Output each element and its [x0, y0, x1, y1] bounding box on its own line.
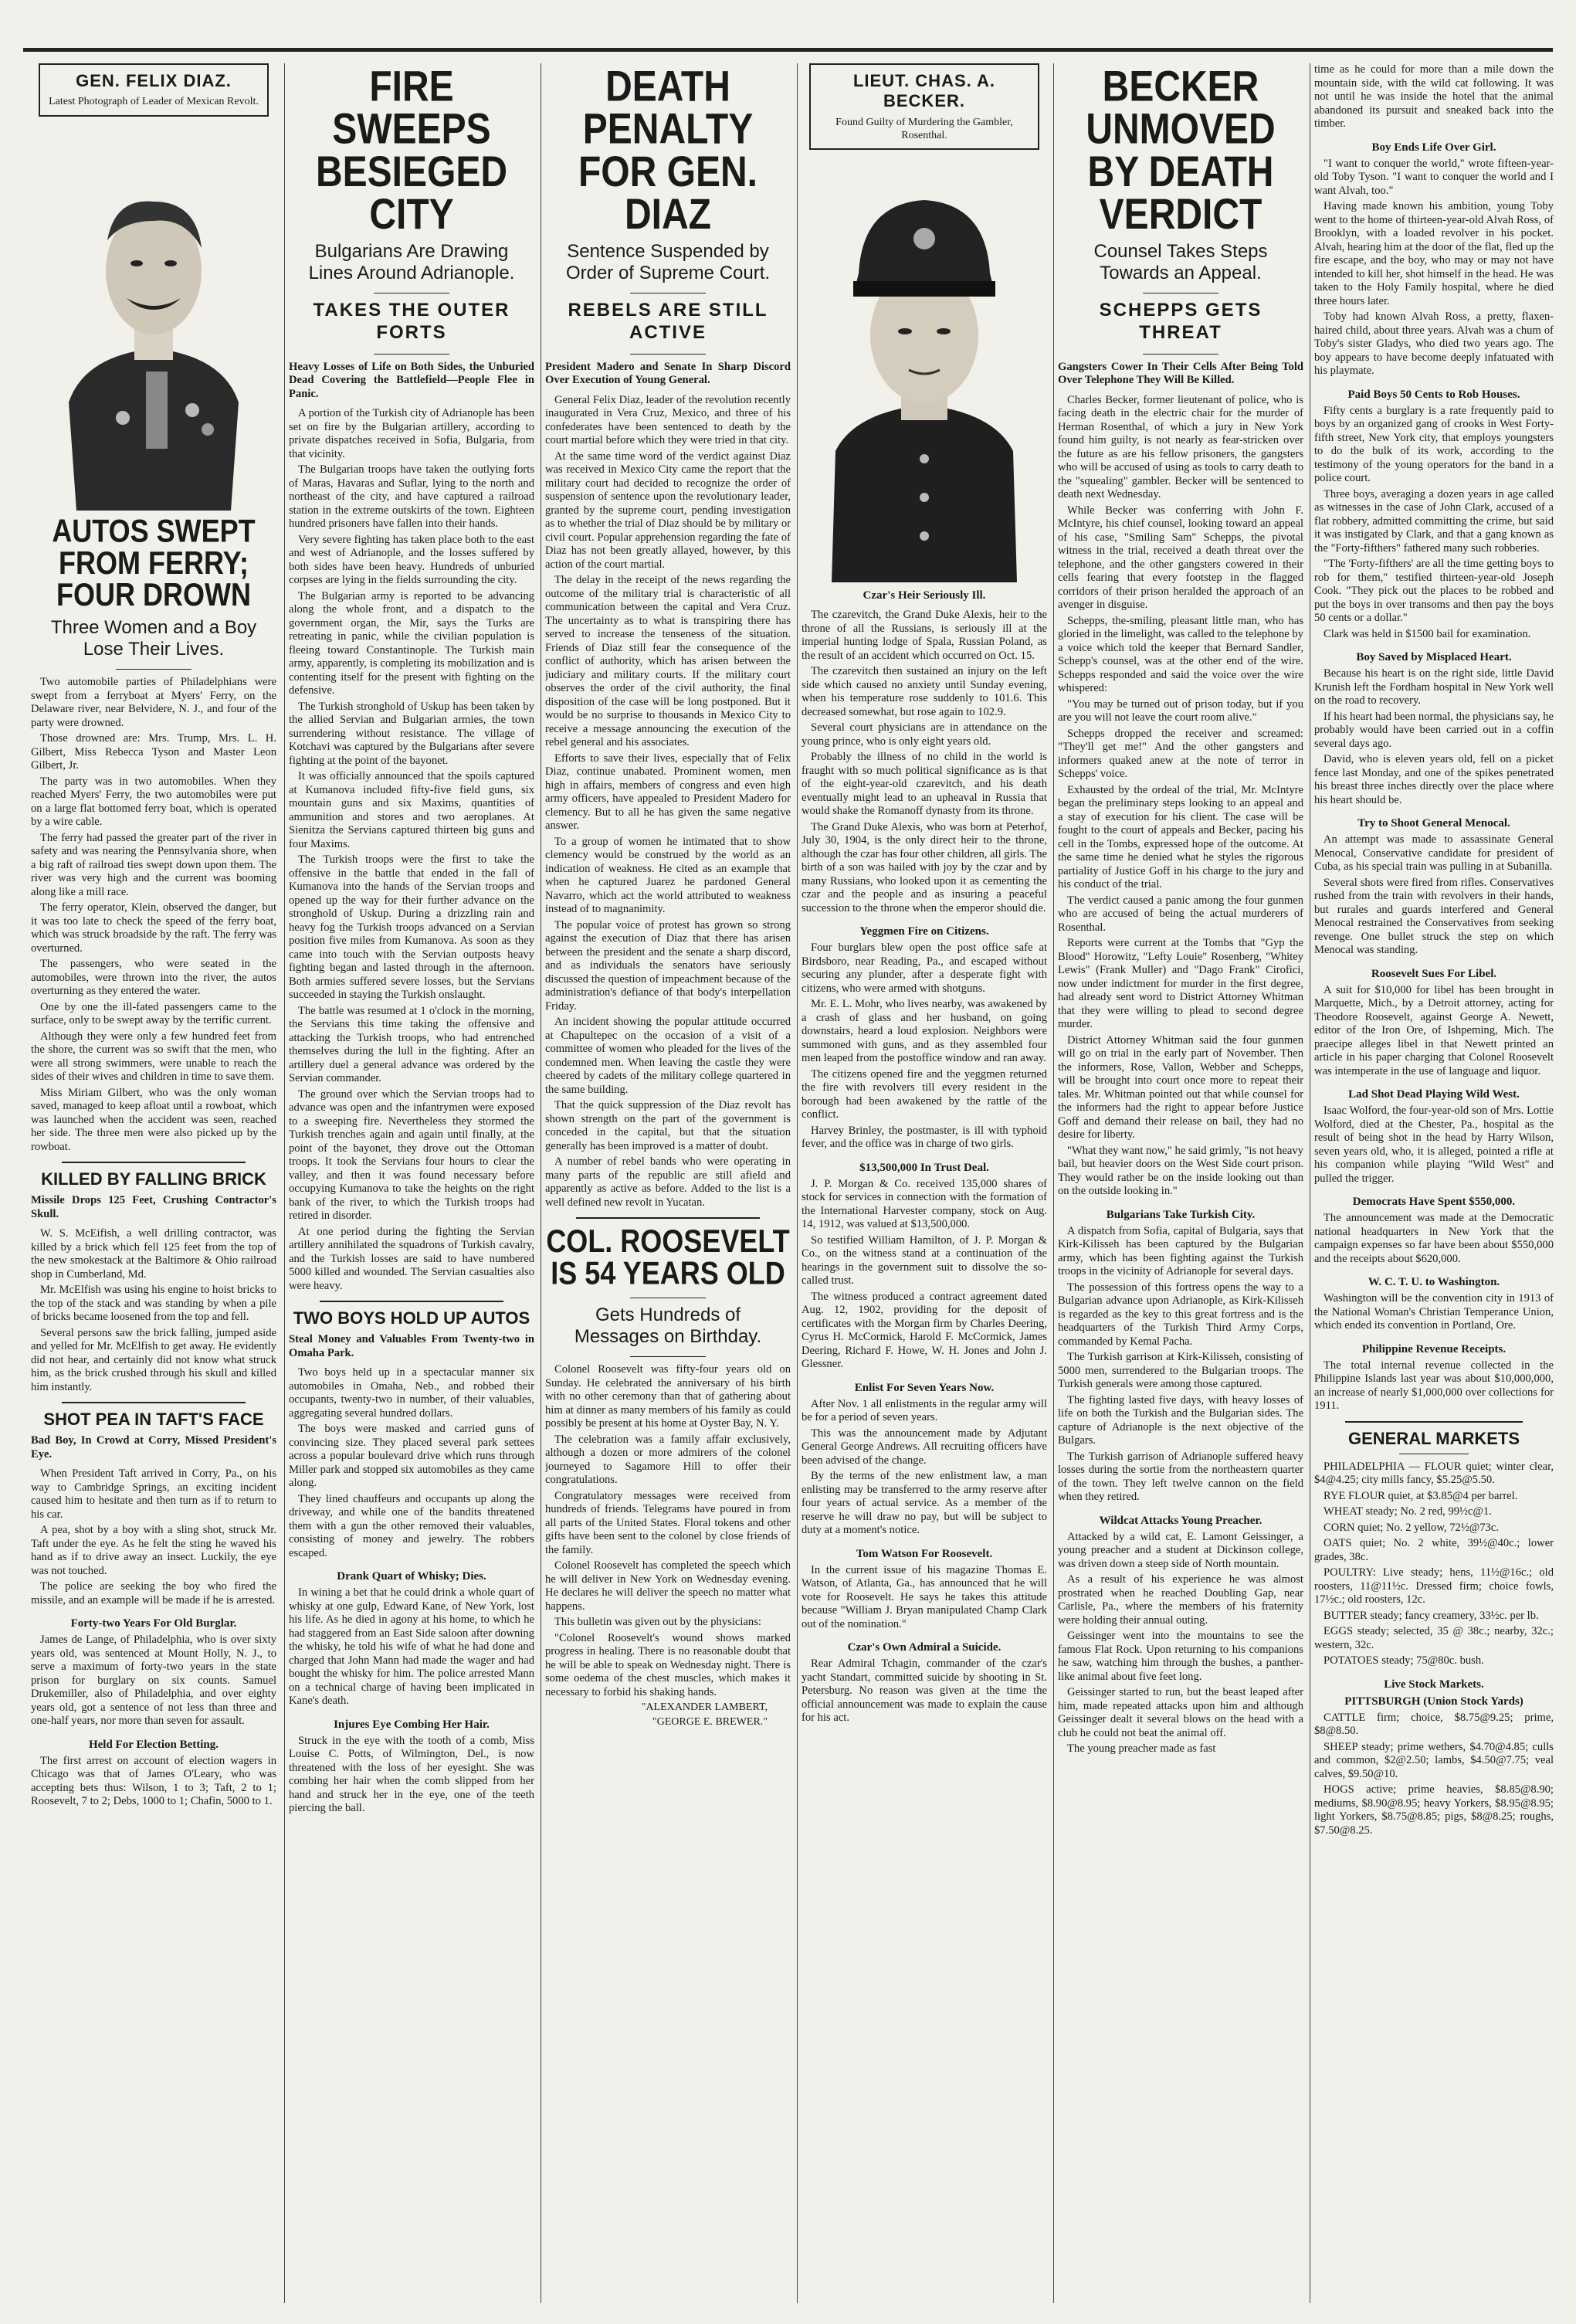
paragraph: Three boys, averaging a dozen years in age called as witnesses in the case of John Clark, accused of a flat robbery, admitted committing the crime, but said it was instigated by Clark, and that a gang known as the "Forty-fifthers" fathered many such robberies.: [1314, 487, 1554, 555]
paragraph: The party was in two automobiles. When they reached Myers' Ferry, the two automobiles were put on a large flat bottomed ferry boat, which is operated by a wire cable.: [31, 775, 276, 829]
paragraph: The celebration was a family affair exclusively, although a dozen or more admirers of the colonel journeyed to Sagamore Hill to offer their congratulations.: [545, 1433, 791, 1487]
paragraph: RYE FLOUR quiet, at $3.85@4 per barrel.: [1324, 1489, 1518, 1502]
subhead-taft: Bad Boy, In Crowd at Corry, Missed President's Eye.: [31, 1434, 276, 1461]
column-rule: [797, 63, 798, 2303]
box-subtitle: Found Guilty of Murdering the Gambler, Rosenthal.: [835, 116, 1013, 141]
headline-boys: TWO BOYS HOLD UP AUTOS: [293, 1308, 530, 1328]
paragraph: The announcement was made at the Democratic national headquarters in New York that the campaign expenses so far have been about $550,000 and the receipts about $620,000.: [1314, 1212, 1554, 1265]
paragraph: "You may be turned out of prison today, but if you are you will not leave the court room alive.": [1058, 697, 1303, 724]
headline-wildcat: Wildcat Attacks Young Preacher.: [1099, 1514, 1262, 1527]
paragraph: The verdict caused a panic among the four gunmen who are accused of being the actual murderers of Rosenthal.: [1058, 894, 1303, 934]
headline-watson: Tom Watson For Roosevelt.: [856, 1547, 993, 1560]
paragraph: POULTRY: Live steady; hens, 11½@16c.; old roosters, 11@11½c. Dressed firm; choice fowls, 17½c.; old roosters, 12c.: [1314, 1566, 1554, 1606]
paragraph: Reports were current at the Tombs that "Gyp the Blood" Horowitz, "Lefty Louie" Rosenberg, "Whitey Lewis" (Frank Muller) and "Dago Frank" Cirofici, now under indictment for murder in the first degree, had already sent word to District Attorney Whitman that they were willing to plead to second degree murder.: [1058, 937, 1303, 1031]
paragraph: Isaac Wolford, the four-year-old son of Mrs. Lottie Wolford, died at the Chester, Pa., hospital as the result of being shot in the head by Harry Wilson, seven years old, who, it is alleged, pointed a rifle at his companion while playing "Wild West" and pulled the trigger.: [1314, 1104, 1554, 1185]
paragraph: Congratulatory messages were received from hundreds of friends. Telegrams have poured in from all parts of the United States. Floral tokens and other gifts have been sent to the colonel by close friends of the family.: [545, 1489, 791, 1556]
headline-brick: KILLED BY FALLING BRICK: [41, 1169, 266, 1189]
paragraph: Several persons saw the brick falling, jumped aside and yelled for Mr. McElfish to get away. He evidently did not hear, and certainly did not know what struck him, as the brick crushed through his skull and killed him instantly.: [31, 1326, 276, 1393]
paragraph: Having made known his ambition, young Toby went to the home of thirteen-year-old Alvah Ross, of Brooklyn, with a loaded revolver in his pocket. Alvah, hearing him at the door of the flat, fled up the fire escape, and the boy, who may or may not have intended to kill her, shot himself in the head. He was taken to the Holy Family hospital, where he died three hours later.: [1314, 200, 1554, 307]
headline-burglar: Forty-two Years For Old Burglar.: [70, 1617, 237, 1630]
paragraph: Efforts to save their lives, especially that of Felix Diaz, continue unabated. Prominent women, men high in affairs, members of congress and even high army officers, have appealed to President Madero for clemency. But to all he has given the same negative answer.: [545, 751, 791, 833]
paragraph: Attacked by a wild cat, E. Lamont Geissinger, a young preacher and a student at Dickinson college, was driven down a steep side of North mountain.: [1058, 1530, 1303, 1570]
paragraph: Struck in the eye with the tooth of a comb, Miss Louise C. Potts, of Wilmington, Del., is now threatened with the loss of her eyesight. She was combing her hair when the comb slipped from her hand and struck her in the eye, one of the teeth piercing the ball.: [289, 1734, 534, 1815]
paragraph: PHILADELPHIA — FLOUR quiet; winter clear, $4@4.25; city mills fancy, $5.25@5.50.: [1314, 1460, 1554, 1486]
column-3: [545, 63, 791, 2303]
diaz-photo-box: [39, 63, 269, 117]
headline-fire: FIRE SWEEPS BESIEGED CITY: [315, 63, 508, 239]
paragraph: Washington will be the convention city in 1913 of the National Woman's Christian Temperance Union, which ended its convention in Portland, Ore.: [1314, 1292, 1554, 1332]
headline-diaz: DEATH PENALTY FOR GEN. DIAZ: [578, 63, 757, 239]
signature-line: "GEORGE E. BREWER.": [652, 1716, 768, 1729]
paragraph: Very severe fighting has taken place both to the east and west of Adrianople, and the losses suffered by both sides have been heavy. Hundreds of unburied corpses are lying in the fields surrounding the city.: [289, 533, 534, 587]
box-title: LIEUT. CHAS. A. BECKER.: [852, 71, 996, 111]
paragraph: WHEAT steady; No. 2 red, 99½c@1.: [1324, 1505, 1492, 1518]
paragraph: BUTTER steady; fancy creamery, 33½c. per lb.: [1324, 1609, 1539, 1622]
subhead-fire: Heavy Losses of Life on Both Sides, the Unburied Dead Covering the Battlefield—People Flee in Panic.: [289, 360, 534, 400]
headline-comb: Injures Eye Combing Her Hair.: [334, 1718, 490, 1731]
paragraph: Rear Admiral Tchagin, commander of the czar's yacht Standart, committed suicide by shooting in St. Petersburg. No reason was given at the time the official announcement was made to explain the cause for his act.: [802, 1657, 1047, 1725]
column-rule: [1053, 63, 1054, 2303]
deck-diaz: Sentence Suspended by Order of Supreme Court.: [565, 241, 771, 283]
paragraph: The total internal revenue collected in the Philippine Islands last year was about $10,000,000, an increase of nearly $1,000,000 over collections for 1911.: [1314, 1359, 1554, 1412]
divider: [630, 1356, 706, 1357]
column-5: [1058, 63, 1303, 2303]
paragraph: The Turkish garrison of Adrianople suffered heavy losses during the sortie from the northeastern quarter of the town. They left twelve cannon on the field when they retired.: [1058, 1450, 1303, 1504]
deck-fire: Bulgarians Are Drawing Lines Around Adrianople.: [308, 241, 515, 283]
column-rule: [284, 63, 285, 2303]
paragraph: The witness produced a contract agreement dated Aug. 12, 1902, providing for the deposit of certificates with the Morgan firm by Charles Deering, Cyrus H. McCormick, Harold F. McCormick, James Deering, Richard F. Howe, W. H. Jones and John J. Glessner.: [802, 1290, 1047, 1371]
deck-roosevelt: Gets Hundreds of Messages on Birthday.: [574, 1304, 762, 1347]
headline-menocal: Try to Shoot General Menocal.: [1357, 817, 1510, 830]
paragraph: Because his heart is on the right side, little David Krunish left the Fordham hospital in New York well on the road to recovery.: [1314, 667, 1554, 707]
paragraph: The Bulgarian army is reported to be advancing along the whole front, and a dispatch to the government organ, the Mir, says the Turks are retreating in panic, while the civilian population is fleeing toward Constantinople. The Turkish main army, apparently, is completing its mobilization and is contenting itself for the present with fighting on the defensive.: [289, 589, 534, 697]
deck2-becker: SCHEPPS GETS THREAT: [1099, 300, 1262, 343]
paragraph: The boys were masked and carried guns of convincing size. They placed several park settees across a popular boulevard drive which runs through Miller park and stopped six automobiles as they came along.: [289, 1423, 534, 1490]
paragraph: Fifty cents a burglary is a rate frequently paid to boys by an organized gang of crooks in West Forty-fifth street, New York city, that employs youngsters to do the bulk of its work, according to the testimony of the young operators for the band in a police court.: [1314, 404, 1554, 484]
headline-libel: Roosevelt Sues For Libel.: [1371, 967, 1497, 980]
paragraph: "I want to conquer the world," wrote fifteen-year-old Toby Tyson. "I want to conquer the world and I want Alvah, too.": [1314, 157, 1554, 197]
subhead-becker: Gangsters Cower In Their Cells After Being Told Over Telephone They Will Be Killed.: [1058, 360, 1303, 387]
paragraph: The Turkish troops were the first to take the offensive in the battle that ended in the fall of Kumanova into the hands of the Servian troops and opened up the way for their further advance on the stronghold of Uskup. During a drizzling rain and heavy fog the Turkish troops advanced on a Servian position five miles from Kumanova. As soon as they came into touch with the Servian outposts heavy fighting began and lasted through in the afternoon. Both armies suffered severe losses, but the Servians succeeded in staying the Turkish onslaught.: [289, 853, 534, 1002]
headline-50cents: Paid Boys 50 Cents to Rob Houses.: [1347, 388, 1520, 401]
paragraph: time as he could for more than a mile down the mountain side, with the wild cat following. It was not until he was inside the hotel that the animal abandoned its pursuit and sneaked back into the timber.: [1314, 63, 1554, 130]
paragraph: This was the announcement made by Adjutant General George Andrews. All recruiting officers have been advised of the change.: [802, 1427, 1047, 1467]
paragraph: Geissinger went into the mountains to see the famous Flat Rock. Upon returning to his companions he saw, watching him through the bushes, a panther-like animal about five feet long.: [1058, 1630, 1303, 1683]
column-2: [289, 63, 534, 2303]
paragraph: One by one the ill-fated passengers came to the surface, only to be swept away by the terrific current.: [31, 1000, 276, 1027]
paragraph: An incident showing the popular attitude occurred at Chapultepec on the occasion of a visit of a committee of women who pleaded for the lives of the condemned men. When leaving the castle they were cheered by cadets of the military college quartered in the same building.: [545, 1016, 791, 1096]
headline-toby: Boy Ends Life Over Girl.: [1371, 141, 1496, 154]
paragraph: CORN quiet; No. 2 yellow, 72½@73c.: [1324, 1521, 1499, 1534]
paragraph: OATS quiet; No. 2 white, 39½@40c.; lower grades, 38c.: [1314, 1537, 1554, 1563]
paragraph: The popular voice of protest has grown so strong against the execution of Diaz that there has arisen between the president and the senate a sharp discord, and as individuals the senators have seriously discussed the question of impeachment because of the administration's defiance of that body's interpellation Friday.: [545, 918, 791, 1013]
paragraph: General Felix Diaz, leader of the revolution recently inaugurated in Vera Cruz, Mexico, and three of his confederates have been sentenced to death by the court martial before which they were tried in that city.: [545, 393, 791, 447]
paragraph: An attempt was made to assassinate General Menocal, Conservative candidate for president of Cuba, as his special train was pulling in at Subanilla.: [1314, 833, 1554, 873]
divider: [62, 1162, 246, 1163]
paragraph: Two automobile parties of Philadelphians were swept from a ferryboat at Myers' Ferry, on the Delaware river, near Belvidere, N. J., and four of the party were drowned.: [31, 676, 276, 729]
paragraph: District Attorney Whitman said the four gunmen will go on trial in the early part of November. Then the informers, Rose, Vallon, Webber and Schepps, will be brought into court once more to repeat their tales. Mr. Whitman pointed out that while counsel for the informers had the right to appear before Justice Goff and demand their release on bail, they had no desire for liberty.: [1058, 1033, 1303, 1142]
column-6: [1314, 63, 1554, 2303]
headline-becker: BECKER UNMOVED BY DEATH VERDICT: [1086, 63, 1276, 239]
paragraph: Schepps, the-smiling, pleasant little man, who has gloried in the limelight, was called to the telephone by a voice which told the keeper that Bernard Sandler, Schepp's counsel, was at the other end of the wire. Schepps responded and said the voice over the wire whispered:: [1058, 614, 1303, 695]
paragraph: A pea, shot by a boy with a sling shot, struck Mr. Taft under the eye. As he felt the sting he waved his hand as if to drive away an insect. Luckily, the eye was not touched.: [31, 1524, 276, 1577]
paragraph: CATTLE firm; choice, $8.75@9.25; prime, $8@8.50.: [1314, 1711, 1554, 1737]
headline-markets: GENERAL MARKETS: [1347, 1428, 1520, 1448]
paragraph: SHEEP steady; prime wethers, $4.70@4.85; culls and common, $2@2.50; lambs, $4.50@7.75; veal calves, $9.50@10.: [1314, 1740, 1554, 1780]
paragraph: The ground over which the Servian troops had to advance was open and the infantrymen were exposed to a sweeping fire. Nevertheless they stormed the Turkish trenches again and again until finally, at the point of the bayonet, they drove out the Ottoman troops. It took the Servians four hours to clear the valley, and then it was found necessary before occupying Kumanova to take the heights on the right bank of the river, to which the Turkish troops had retired in disorder.: [289, 1087, 534, 1223]
headline-wctu: W. C. T. U. to Washington.: [1368, 1276, 1500, 1288]
paragraph: W. S. McEifish, a well drilling contractor, was killed by a brick which fell 125 feet from the top of the new smokestack at the Baltimore & Ohio railroad shop in Cumberland, Md.: [31, 1227, 276, 1281]
headline-yeggmen: Yeggmen Fire on Citizens.: [859, 925, 989, 938]
paragraph: After Nov. 1 all enlistments in the regular army will be for a period of seven years.: [802, 1397, 1047, 1424]
subhead-brick: Missile Drops 125 Feet, Crushing Contractor's Skull.: [31, 1194, 276, 1220]
paragraph: In wining a bet that he could drink a whole quart of whisky at one gulp, Edward Kane, of New York, lost his life. As he died in agony at his home, to which he had staggered from an East Side saloon after downing the whisky, he told his wife of what he had done and charged that John Mann had made the wager and had bought the whisky for him. The police arrested Mann on a technical charge of having been implicated in Kane's death.: [289, 1586, 534, 1708]
paragraph: The Turkish garrison at Kirk-Kilisseh, consisting of 5000 men, surrendered to the Bulgarian troops. The Turkish generals were among those captured.: [1058, 1351, 1303, 1391]
paragraph: J. P. Morgan & Co. received 135,000 shares of stock for services in connection with the formation of the International Harvester company, stock on Aug. 14, 1912, was valued at $13,500,000.: [802, 1177, 1047, 1231]
paragraph: David, who is eleven years old, fell on a picket fence last Monday, and one of the spikes penetrated his breast three inches directly over the place where his heart should be.: [1314, 753, 1554, 806]
paragraph: The Bulgarian troops have taken the outlying forts of Maras, Havaras and Suflar, lying to the north and northeast of the city, and have captured a railroad station in the extreme outskirts of the town. Eighteen hundred prisoners have fallen into their hands.: [289, 463, 534, 531]
paragraph: Mr. E. L. Mohr, who lives nearby, was awakened by a crash of glass and her husband, on going downstairs, heard a loud explosion. Neighbors were summoned with guns, and as they assembled four men leaped from the postoffice window and ran away.: [802, 998, 1047, 1065]
paragraph: Mr. McElfish was using his engine to hoist bricks to the top of the stack and was standing by when a pile of bricks became loosened from the top and fell.: [31, 1284, 276, 1324]
paragraph: The possession of this fortress opens the way to a Bulgarian advance upon Adrianople, as Kirk-Kilisseh is regarded as the key to this great fortress and is the headquarters of the Turkish Third Army Corps, commanded by Kemal Pacha.: [1058, 1281, 1303, 1348]
paragraph: The czarevitch then sustained an injury on the left side which caused no anxiety until Sunday evening, when his temperature rose suddenly to 101.6. This decreased somewhat, but rose again to 102.9.: [802, 665, 1047, 718]
headline-roosevelt: COL. ROOSEVELT IS 54 YEARS OLD: [546, 1223, 790, 1291]
signature-line: "ALEXANDER LAMBERT,: [641, 1701, 768, 1714]
divider: [62, 1402, 246, 1403]
paragraph: The fighting lasted five days, with heavy losses of life on both the Turkish and the Bulgarian sides. The capture of Adrianople is the next objective of the Bulgars.: [1058, 1393, 1303, 1447]
paragraph: At the same time word of the verdict against Diaz was received in Mexico City came the report that the military court had decided to recognize the order of suspension of sentence upon the revolutionary leader, granted by the supreme court, pending investigation as to whether the trial of Diaz should be by military or civil court. Popular apprehension regarding the fate of Diaz has not been greatly allayed, however, by this action of the court martial.: [545, 450, 791, 571]
paragraph: By the terms of the new enlistment law, a man enlisting may be transferred to the army reserve after four years of actual service. As a member of the reserve he will draw no pay, but will be subject to duty at a moment's notice.: [802, 1470, 1047, 1537]
headline-autos: AUTOS SWEPT FROM FERRY; FOUR DROWN: [52, 512, 256, 613]
paragraph: The police are seeking the boy who fired the missile, and an example will be made if he is arrested.: [31, 1580, 276, 1606]
headline-admiral: Czar's Own Admiral a Suicide.: [847, 1641, 1002, 1654]
paragraph: The Grand Duke Alexis, who was born at Peterhof, July 30, 1904, is the only direct heir to the throne, although the czar has four other children, all girls. The birth of a son was hailed with joy by the czar and by many Russians, who looked upon it as cementing the czar and the people and as insuring a peaceful succession to the throne when the emperor should die.: [802, 820, 1047, 914]
paragraph: A suit for $10,000 for libel has been brought in Marquette, Mich., by a Detroit attorney, acting for Theodore Roosevelt, against George A. Newett, editor of the Iron Ore, of Ishpeming, Mich. The praecipe alleges libel in that Newett printed an article in his paper charging that Colonel Roosevelt was intemperate in the use of language and liquor.: [1314, 983, 1554, 1077]
paragraph: Although they were only a few hundred feet from the shore, the current was so swift that the men, who were all strong swimmers, were unable to reach the sides of their wives and children in time to save them.: [31, 1030, 276, 1084]
divider: [1345, 1421, 1523, 1423]
paragraph: Charles Becker, former lieutenant of police, who is facing death in the electric chair for the murder of Herman Rosenthal, of which a jury in New York found him guilty, is not nearly as fear-stricken over the future as are his fellow prisoners, the gangsters who will be accused of using as tools to carry death to the "squealing" gambler. Becker will be sentenced to death next Wednesday.: [1058, 393, 1303, 501]
paragraph: James de Lange, of Philadelphia, who is over sixty years old, was sentenced at Mount Holly, N. J., to serve a maximum of forty-two years in the state prison for burglary on six counts. Samuel Drukemiller, also of Philadelphia, and over eighty years old, got a sentence of not less than three and one-half years, nor more than seven for assault.: [31, 1634, 276, 1728]
paragraph: That the quick suppression of the Diaz revolt has shown strength on the part of the government is conceded in the capital, but that the situation generally has been improved is a matter of doubt.: [545, 1099, 791, 1152]
divider: [116, 669, 191, 670]
czar-heir-headline: Czar's Heir Seriously Ill.: [863, 589, 986, 602]
paragraph: The passengers, who were seated in the automobiles, were thrown into the river, the autos overturning as they entered the water.: [31, 958, 276, 998]
paragraph: The ferry had passed the greater part of the river in safety and was nearing the Pennsylvania shore, when a big raft of railroad ties swept down upon them. The river was very high and the current was booming along like a mill race.: [31, 831, 276, 898]
paragraph: A dispatch from Sofia, capital of Bulgaria, says that Kirk-Kilisseh has been captured by the Bulgarian army, which has been fighting against the Turkish troops in the vicinity of Adrianople for several days.: [1058, 1224, 1303, 1278]
headline-enlist: Enlist For Seven Years Now.: [854, 1381, 995, 1394]
paragraph: When President Taft arrived in Corry, Pa., on his way to Cambridge Springs, an exciting incident caused him to hesitate and then turn as if to return to his car.: [31, 1467, 276, 1521]
paragraph: EGGS steady; selected, 35 @ 38c.; nearby, 32c.; western, 32c.: [1314, 1625, 1554, 1651]
paragraph: It was officially announced that the spoils captured at Kumanova included fifty-five field guns, six mountain guns and six Maxims, quantities of ammunition and stores and two aeroplanes. At Sienitza the Servians captured thirteen big guns and four Maxims.: [289, 770, 534, 850]
paragraph: A number of rebel bands who were operating in many parts of the republic are still afield and apparently as active as before. Added to the list is a well defined new revolt in Yucatan.: [545, 1155, 791, 1209]
paragraph: Four burglars blew open the post office safe at Birdsboro, near Reading, Pa., and escaped without securing any plunder, after a desperate fight with citizens, who were armed with shotguns.: [802, 941, 1047, 995]
paragraph: A portion of the Turkish city of Adrianople has been set on fire by the Bulgarian artillery, according to private dispatches received in Sofia, Bulgaria, from that vicinity.: [289, 407, 534, 460]
paragraph: Two boys held up in a spectacular manner six automobiles in Omaha, Neb., and robbed their occupants, twenty-two in number, of their valuables, aggregating several hundred dollars.: [289, 1366, 534, 1420]
headline-heart: Boy Saved by Misplaced Heart.: [1356, 651, 1512, 663]
divider: [576, 1217, 760, 1219]
diaz-portrait-image: [53, 124, 254, 511]
paragraph: Several shots were fired from rifles. Conservatives rushed from the train with revolvers in their hands, but rurales and guards interfered and General Menocal restrained the Conservatives from seeking revenge. One bullet struck the step on which Menocal was standing.: [1314, 876, 1554, 956]
column-4: [802, 63, 1047, 2303]
paragraph: "Colonel Roosevelt's wound shows marked progress in healing. There is no reasonable doubt that he will be able to speak on Wednesday night. There is some oedema of the chest muscles, which makes it necessary to forbid his shaking hands.: [545, 1631, 791, 1698]
paragraph: Exhausted by the ordeal of the trial, Mr. McIntyre began the preliminary steps looking to an appeal and a stay of execution for his client. The case will be fought to the court of appeals and Becker, pacing his cell in the Tombs, expressed hope of the outcome. At the same time he denied what he styles the rigorous partiality of Justice Goff in his charge to the jury and his conduct of the trial.: [1058, 783, 1303, 891]
paragraph: The ferry operator, Klein, observed the danger, but it was too late to check the speed of the ferry boat, which was struck broadside by the raft. The ferry was overturned.: [31, 901, 276, 955]
paragraph: Geissinger started to run, but the beast leaped after him, made repeated attacks upon him and although Geissinger dealt it several blows on the head with a club he could not beat the animal off.: [1058, 1686, 1303, 1739]
divider: [320, 1301, 503, 1302]
headline-democrats: Democrats Have Spent $550,000.: [1352, 1196, 1516, 1208]
subhead-pittsburgh: PITTSBURGH (Union Stock Yards): [1344, 1695, 1523, 1708]
paragraph: POTATOES steady; 75@80c. bush.: [1324, 1654, 1484, 1667]
divider: [1143, 354, 1218, 355]
deck-becker: Counsel Takes Steps Towards an Appeal.: [1093, 241, 1268, 283]
paragraph: The czarevitch, the Grand Duke Alexis, heir to the throne of all the Russians, is seriously ill at the imperial hunting lodge of Spala, Russian Poland, as the result of an accident which occurred on Oct. 15.: [802, 609, 1047, 662]
deck-autos: Three Women and a Boy Lose Their Lives.: [50, 617, 257, 660]
paragraph: HOGS active; prime heavies, $8.85@8.90; mediums, $8.90@8.95; heavy Yorkers, $8.95@8.95; light Yorkers, $8.75@8.85; pigs, $8@8.25; roughs, $7.50@8.25.: [1314, 1783, 1554, 1837]
paragraph: The citizens opened fire and the yeggmen returned the fire with revolvers till every resident in the borough had been awakened by the rattle of the conflict.: [802, 1067, 1047, 1121]
headline-betting: Held For Election Betting.: [88, 1738, 219, 1751]
headline-whisky: Drank Quart of Whisky; Dies.: [337, 1570, 486, 1583]
headline-trust: $13,500,000 In Trust Deal.: [859, 1161, 989, 1174]
paragraph: "What they want now," he said grimly, "is not heavy bail, but heavier doors on the West Side court prison. They would rather be on the inside looking out than on the outside looking in.": [1058, 1144, 1303, 1198]
paragraph: Miss Miriam Gilbert, who was the only woman saved, managed to keep afloat until a rowboat, which was launched when the accident was seen, reached her side. The three men were also picked up by the rowboat.: [31, 1086, 276, 1153]
paragraph: Schepps dropped the receiver and screamed: "They'll get me!" And the other gangsters and informers quaked anew at the note of terror in Schepps' voice.: [1058, 727, 1303, 781]
box-subtitle: Latest Photograph of Leader of Mexican Revolt.: [49, 96, 259, 108]
headline-bulgarians: Bulgarians Take Turkish City.: [1106, 1208, 1256, 1221]
paragraph: To a group of women he intimated that to show clemency would be construed by the world as an indication of weakness. He cited as an example that when he captured Juarez he pardoned General Navarro, which act the world attributed to weakness instead of to magnanimity.: [545, 835, 791, 916]
top-rule: [23, 48, 1553, 52]
paragraph: The Turkish stronghold of Uskup has been taken by the allied Servian and Bulgarian armies, the town surrendering without resistance. The village of Kotchavi was captured by the Bulgarians after severe fighting at the point of the bayonet.: [289, 700, 534, 767]
subhead-boys: Steal Money and Valuables From Twenty-two in Omaha Park.: [289, 1333, 534, 1359]
paragraph: Harvey Brinley, the postmaster, is ill with typhoid fever, and the office was in charge of two girls.: [802, 1124, 1047, 1151]
paragraph: As a result of his experience he was almost prostrated when he reached Doubling Gap, near Carlisle, Pa., where the members of his fraternity were holding their annual outing.: [1058, 1573, 1303, 1627]
headline-taft: SHOT PEA IN TAFT'S FACE: [43, 1410, 264, 1430]
paragraph: The first arrest on account of election wagers in Chicago was that of James O'Leary, who was accepting bets thus: Wilson, 1 to 3; Taft, 2 to 1; Roosevelt, 7 to 2; Debs, 1000 to 1; Chafin, 5000 to 1.: [31, 1754, 276, 1808]
paragraph: The delay in the receipt of the news regarding the outcome of the military trial is characteristic of all communication between the capital and Vera Cruz. The uncertainty as to what is transpiring there has served to increase the tenseness of the situation. Friends of Diaz still fear the consequence of the conflict of authority, which has arisen between the judiciary and military courts. If the military court observes the order of the civil authority, the final disposition of the case will be long postponed. But it would be no surprise to thousands in Mexico City to receive a message announcing the execution of the rebel general and his associates.: [545, 574, 791, 749]
paragraph: The young preacher made as fast: [1067, 1742, 1216, 1756]
paragraph: Colonel Roosevelt was fifty-four years old on Sunday. He celebrated the anniversary of his birth with no other ceremony than that of gathering about him at dinner as many members of his family as could possibly be present at his home at Oyster Bay, N. Y.: [545, 1363, 791, 1430]
paragraph: In the current issue of his magazine Thomas E. Watson, of Atlanta, Ga., has announced that he will vote for Roosevelt. He says he takes this attitude because "William J. Bryan manipulated Champ Clark out of the nomination.": [802, 1563, 1047, 1630]
divider: [630, 354, 706, 355]
paragraph: This bulletin was given out by the physicians:: [554, 1616, 761, 1629]
paragraph: Probably the illness of no child in the world is fraught with so much political significance as is that of the eight-year-old czarevitch, and his death eventually might lead to an upheaval in Russia that would shake the Romanoff dynasty from its throne.: [802, 751, 1047, 818]
subhead-diaz: President Madero and Senate In Sharp Discord Over Execution of Young General.: [545, 360, 791, 387]
paragraph: So testified William Hamilton, of J. P. Morgan & Co., on the witness stand at a continuation of the hearings in the government suit to dissolve the so-called trust.: [802, 1233, 1047, 1288]
paragraph: If his heart had been normal, the physicians say, he probably would have been carried out in a coffin several days ago.: [1314, 710, 1554, 750]
paragraph: The battle was resumed at 1 o'clock in the morning, the Servians this time taking the offensive and attacking the Turkish troops, who had entrenched themselves during the lull in the fighting. After an artillery duel a general advance was ordered by the Servian commander.: [289, 1004, 534, 1085]
headline-philippine: Philippine Revenue Receipts.: [1361, 1342, 1507, 1355]
headline-livestock: Live Stock Markets.: [1384, 1678, 1484, 1691]
becker-portrait-image: [816, 158, 1032, 582]
paragraph: Those drowned are: Mrs. Trump, Mrs. L. H. Gilbert, Miss Rebecca Tyson and Master Leon Gilbert, Jr.: [31, 732, 276, 772]
deck2-fire: TAKES THE OUTER FORTS: [313, 300, 510, 343]
headline-wildwest: Lad Shot Dead Playing Wild West.: [1348, 1088, 1520, 1101]
paragraph: "The 'Forty-fifthers' are all the time getting boys to rob for them," testified thirteen-year-old Joseph Cook. "They pick out the places to be robbed and put the boys in over transoms and then pay the boys 50 cents or a dollar.": [1314, 558, 1554, 624]
box-title: GEN. FELIX DIAZ.: [76, 71, 232, 90]
paragraph: Colonel Roosevelt has completed the speech which he will deliver in New York on Wednesday evening. He declares he will deliver the speech no matter what happens.: [545, 1559, 791, 1613]
becker-photo-box: [809, 63, 1039, 150]
paragraph: Clark was held in $1500 bail for examination.: [1324, 627, 1531, 640]
paragraph: While Becker was conferring with John F. McIntyre, his chief counsel, looking toward an appeal of his case, "Smiling Sam" Schepps, the pivotal witness in the trial, received a death threat over the telephone, and the other gangsters cowered in their cells fearing that every footstep in the flagged corridors of their prison heralded the approach of an avenger in disguise.: [1058, 504, 1303, 612]
deck2-diaz: REBELS ARE STILL ACTIVE: [568, 300, 768, 343]
divider: [374, 354, 449, 355]
paragraph: Several court physicians are in attendance on the young prince, who is only eight years old.: [802, 721, 1047, 748]
paragraph: At one period during the fighting the Servian artillery annihilated the squadrons of Turkish cavalry, and the Turkish losses are said to have numbered 5000 killed and wounded. The Servian casualties also were heavy.: [289, 1225, 534, 1292]
paragraph: They lined chauffeurs and occupants up along the driveway, and while one of the bandits threatened them with a gun the other removed their valuables, consisting of money and jewelry. The robbers escaped.: [289, 1492, 534, 1559]
column-1: [31, 63, 276, 2303]
paragraph: Toby had known Alvah Ross, a pretty, flaxen-haired child, about three years. Alvah was a chum of Toby's sister Gladys, who died two years ago. The boy appears to have become deeply infatuated with his playmate.: [1314, 310, 1554, 377]
